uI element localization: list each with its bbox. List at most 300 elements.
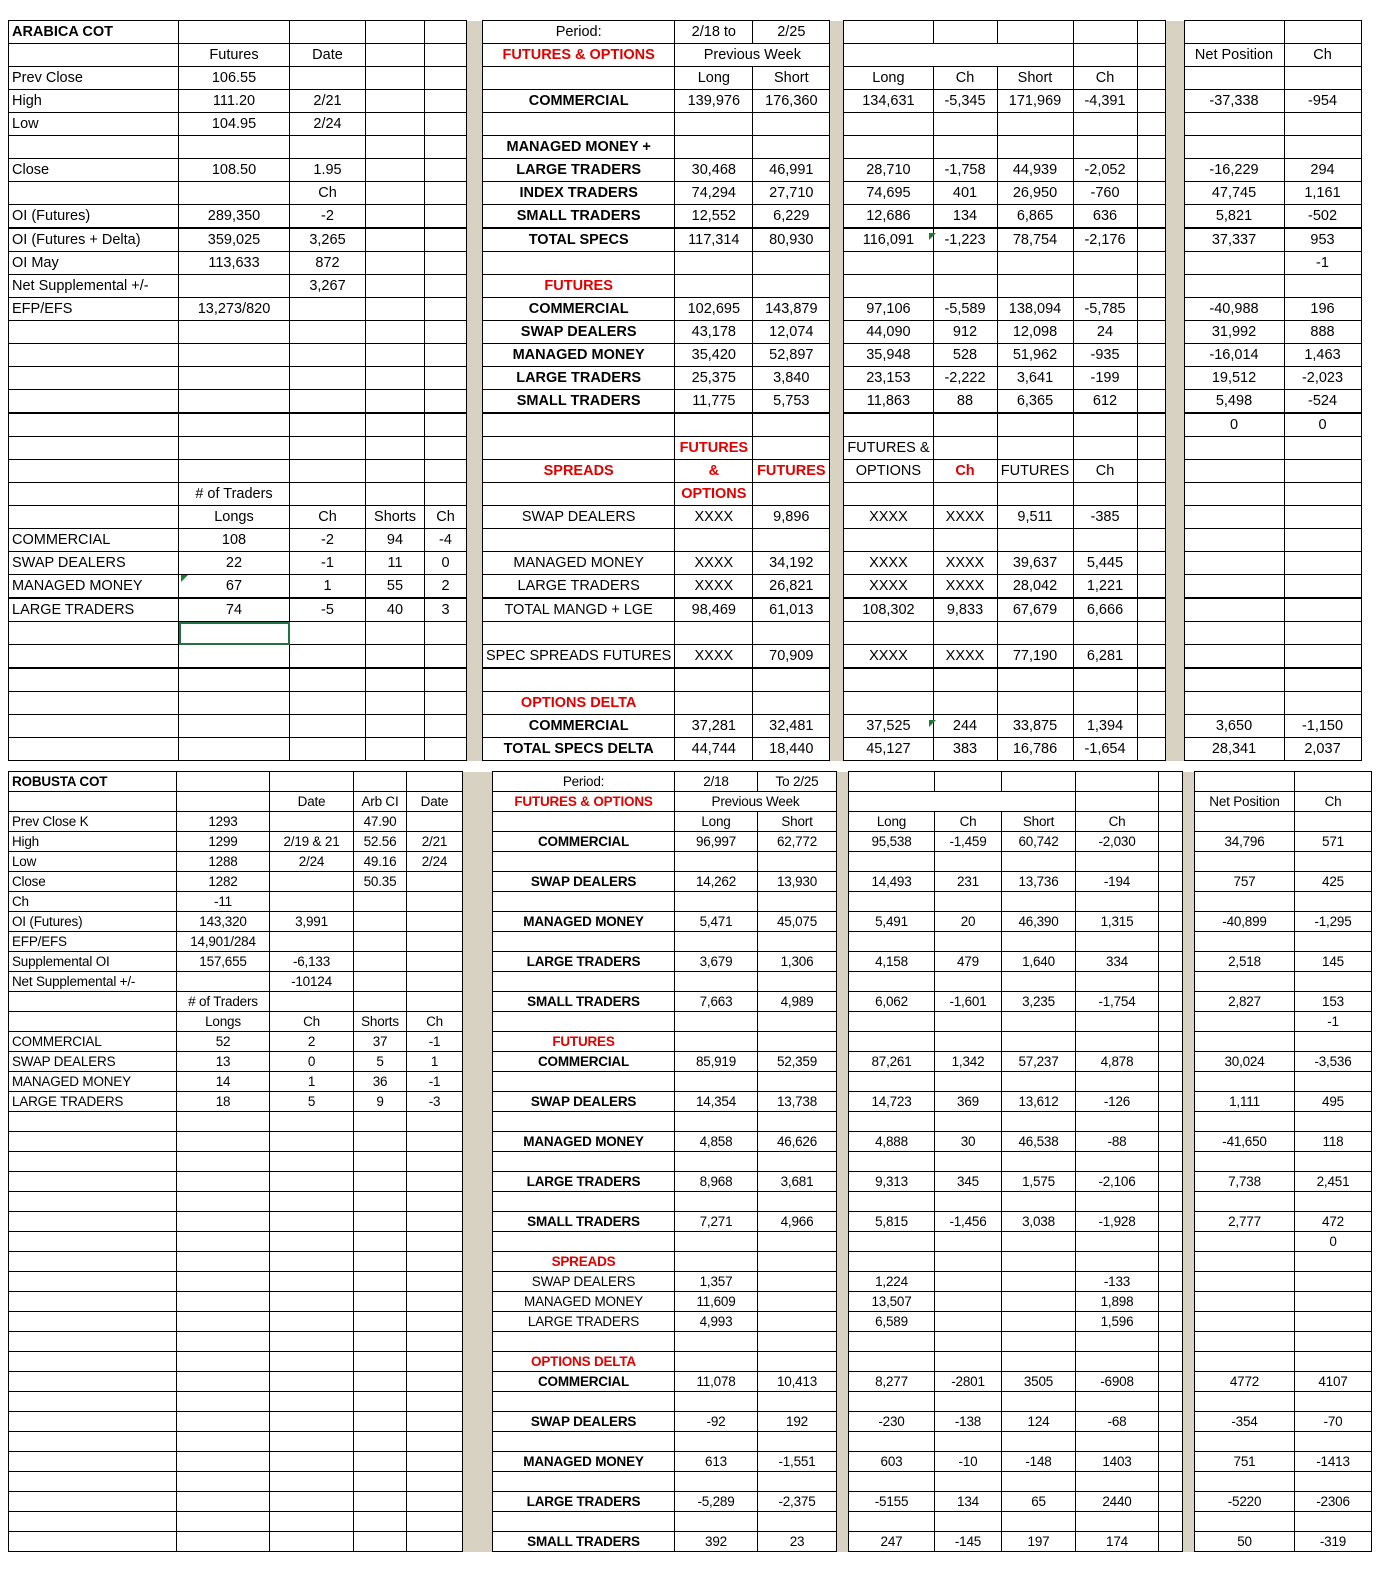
cell[interactable] xyxy=(177,1452,270,1472)
cell[interactable] xyxy=(290,298,366,321)
cell[interactable]: LARGE TRADERS xyxy=(483,575,675,599)
cell[interactable]: COMMERCIAL xyxy=(9,529,179,552)
cell[interactable] xyxy=(425,113,467,136)
cell[interactable]: 603 xyxy=(849,1452,935,1472)
cell[interactable]: 528 xyxy=(933,344,997,367)
cell[interactable]: 98,469 xyxy=(675,598,753,622)
cell[interactable]: 14,262 xyxy=(675,872,758,892)
cell[interactable] xyxy=(1073,529,1137,552)
cell[interactable]: 7,663 xyxy=(675,992,758,1012)
cell[interactable]: 157,655 xyxy=(177,952,270,972)
cell[interactable] xyxy=(290,413,366,437)
cell[interactable]: 2/25 xyxy=(753,21,830,44)
cell[interactable]: -133 xyxy=(1076,1272,1159,1292)
cell[interactable] xyxy=(1002,1392,1076,1412)
cell[interactable]: XXXX xyxy=(844,506,933,529)
cell[interactable]: Ch xyxy=(933,460,997,483)
cell[interactable] xyxy=(935,1152,1002,1172)
cell[interactable] xyxy=(1002,772,1076,792)
cell[interactable] xyxy=(849,1432,935,1452)
cell[interactable] xyxy=(407,892,463,912)
cell[interactable]: -2,222 xyxy=(933,367,997,390)
cell[interactable] xyxy=(270,772,354,792)
cell[interactable]: 571 xyxy=(1295,832,1372,852)
cell[interactable]: SWAP DEALERS xyxy=(493,1412,675,1432)
cell[interactable]: 13,736 xyxy=(1002,872,1076,892)
cell[interactable] xyxy=(9,1532,177,1552)
cell[interactable]: 244 xyxy=(933,715,997,738)
cell[interactable]: XXXX xyxy=(933,552,997,575)
cell[interactable] xyxy=(1002,892,1076,912)
cell[interactable]: 1,221 xyxy=(1073,575,1137,599)
cell[interactable] xyxy=(1073,21,1137,44)
cell[interactable]: -1,456 xyxy=(935,1212,1002,1232)
cell[interactable]: SWAP DEALERS xyxy=(9,552,179,575)
cell[interactable] xyxy=(1002,1292,1076,1312)
cell[interactable]: 37,525 xyxy=(844,715,933,738)
cell[interactable]: -6908 xyxy=(1076,1372,1159,1392)
cell[interactable] xyxy=(1284,483,1361,506)
cell[interactable] xyxy=(1159,1412,1183,1432)
cell[interactable] xyxy=(354,1272,407,1292)
cell[interactable] xyxy=(407,1132,463,1152)
cell[interactable]: MANAGED MONEY xyxy=(493,1452,675,1472)
cell[interactable]: OI (Futures) xyxy=(9,205,179,229)
cell[interactable] xyxy=(753,529,830,552)
cell[interactable] xyxy=(1137,228,1165,252)
cell[interactable]: 52,359 xyxy=(758,1052,837,1072)
cell[interactable] xyxy=(1295,892,1372,912)
cell[interactable] xyxy=(935,772,1002,792)
cell[interactable] xyxy=(753,622,830,645)
cell[interactable]: 1,342 xyxy=(935,1052,1002,1072)
cell[interactable] xyxy=(1284,575,1361,599)
cell[interactable]: 8,277 xyxy=(849,1372,935,1392)
cell[interactable] xyxy=(290,344,366,367)
cell[interactable]: 26,821 xyxy=(753,575,830,599)
cell[interactable]: 28,042 xyxy=(997,575,1073,599)
cell[interactable] xyxy=(9,1472,177,1492)
cell[interactable] xyxy=(493,1152,675,1172)
cell[interactable]: & xyxy=(675,460,753,483)
cell[interactable] xyxy=(177,1352,270,1372)
cell[interactable]: -954 xyxy=(1284,90,1361,113)
cell[interactable] xyxy=(290,692,366,715)
cell[interactable] xyxy=(177,1532,270,1552)
cell[interactable]: 4,888 xyxy=(849,1132,935,1152)
cell[interactable] xyxy=(179,21,290,44)
cell[interactable] xyxy=(1295,1352,1372,1372)
cell[interactable]: 1 xyxy=(407,1052,463,1072)
cell[interactable] xyxy=(9,1452,177,1472)
cell[interactable]: 18 xyxy=(177,1092,270,1112)
cell[interactable] xyxy=(179,668,290,692)
cell[interactable] xyxy=(758,1352,837,1372)
cell[interactable]: 12,098 xyxy=(997,321,1073,344)
cell[interactable] xyxy=(407,1252,463,1272)
cell[interactable]: FUTURES xyxy=(675,437,753,460)
cell[interactable] xyxy=(1284,460,1361,483)
cell[interactable]: 13 xyxy=(177,1052,270,1072)
cell[interactable] xyxy=(997,275,1073,298)
cell[interactable] xyxy=(935,892,1002,912)
cell[interactable]: Ch xyxy=(425,506,467,529)
cell[interactable] xyxy=(9,1352,177,1372)
cell[interactable]: -41,650 xyxy=(1195,1132,1295,1152)
cell[interactable] xyxy=(933,275,997,298)
cell[interactable] xyxy=(844,622,933,645)
cell[interactable] xyxy=(366,321,425,344)
cell[interactable]: Ch xyxy=(290,506,366,529)
cell[interactable] xyxy=(1184,552,1284,575)
cell[interactable]: 13,930 xyxy=(758,872,837,892)
cell[interactable]: 0 xyxy=(270,1052,354,1072)
cell[interactable] xyxy=(179,413,290,437)
cell[interactable] xyxy=(425,67,467,90)
cell[interactable] xyxy=(1073,113,1137,136)
cell[interactable] xyxy=(270,1412,354,1432)
cell[interactable]: 28,710 xyxy=(844,159,933,182)
cell[interactable]: 37 xyxy=(354,1032,407,1052)
cell[interactable] xyxy=(849,852,935,872)
cell[interactable] xyxy=(1195,1332,1295,1352)
cell[interactable] xyxy=(493,1332,675,1352)
cell[interactable] xyxy=(290,460,366,483)
cell[interactable] xyxy=(270,1432,354,1452)
cell[interactable] xyxy=(1137,252,1165,275)
cell[interactable] xyxy=(675,1332,758,1352)
cell[interactable]: To 2/25 xyxy=(758,772,837,792)
cell[interactable] xyxy=(1137,575,1165,599)
cell[interactable]: Ch xyxy=(290,182,366,205)
cell[interactable] xyxy=(407,1492,463,1512)
cell[interactable]: 4,878 xyxy=(1076,1052,1159,1072)
cell[interactable] xyxy=(179,390,290,414)
cell[interactable] xyxy=(675,1472,758,1492)
cell[interactable] xyxy=(9,1312,177,1332)
cell[interactable]: 1293 xyxy=(177,812,270,832)
cell[interactable] xyxy=(290,390,366,414)
cell[interactable] xyxy=(849,892,935,912)
cell[interactable]: 171,969 xyxy=(997,90,1073,113)
cell[interactable]: 6,666 xyxy=(1073,598,1137,622)
cell[interactable]: -230 xyxy=(849,1412,935,1432)
cell[interactable] xyxy=(1076,1392,1159,1412)
cell[interactable]: -1413 xyxy=(1295,1452,1372,1472)
cell[interactable]: 289,350 xyxy=(179,205,290,229)
cell[interactable] xyxy=(9,1332,177,1352)
cell[interactable] xyxy=(758,1312,837,1332)
cell[interactable]: Net Supplemental +/- xyxy=(9,275,179,298)
cell[interactable] xyxy=(9,1372,177,1392)
cell[interactable]: Short xyxy=(753,67,830,90)
cell[interactable]: 197 xyxy=(1002,1532,1076,1552)
cell[interactable]: COMMERCIAL xyxy=(483,90,675,113)
cell[interactable] xyxy=(753,692,830,715)
cell[interactable] xyxy=(9,1012,177,1032)
cell[interactable]: SPREADS xyxy=(493,1252,675,1272)
cell[interactable] xyxy=(9,321,179,344)
cell[interactable]: Low xyxy=(9,113,179,136)
cell[interactable]: Net Position xyxy=(1195,792,1295,812)
cell[interactable] xyxy=(9,182,179,205)
cell[interactable] xyxy=(849,1332,935,1352)
cell[interactable] xyxy=(849,1392,935,1412)
cell[interactable]: -1 xyxy=(1284,252,1361,275)
cell[interactable] xyxy=(179,645,290,669)
cell[interactable] xyxy=(1184,692,1284,715)
cell[interactable] xyxy=(844,44,1073,67)
cell[interactable] xyxy=(425,460,467,483)
cell[interactable] xyxy=(935,1252,1002,1272)
cell[interactable] xyxy=(1159,1352,1183,1372)
cell[interactable]: OI (Futures) xyxy=(9,912,177,932)
cell[interactable]: LARGE TRADERS xyxy=(493,1312,675,1332)
cell[interactable]: Ch xyxy=(1295,792,1372,812)
cell[interactable]: XXXX xyxy=(675,645,753,669)
cell[interactable] xyxy=(758,972,837,992)
cell[interactable]: 143,320 xyxy=(177,912,270,932)
cell[interactable] xyxy=(9,1112,177,1132)
cell[interactable] xyxy=(366,159,425,182)
cell[interactable]: 1,463 xyxy=(1284,344,1361,367)
cell[interactable] xyxy=(1073,692,1137,715)
cell[interactable] xyxy=(1076,1512,1159,1532)
cell[interactable]: 6,365 xyxy=(997,390,1073,414)
cell[interactable] xyxy=(849,1192,935,1212)
cell[interactable] xyxy=(1137,390,1165,414)
cell[interactable] xyxy=(483,413,675,437)
cell[interactable] xyxy=(425,715,467,738)
cell[interactable]: 3,681 xyxy=(758,1172,837,1192)
cell[interactable] xyxy=(9,992,177,1012)
cell[interactable]: COMMERCIAL xyxy=(493,832,675,852)
cell[interactable]: -126 xyxy=(1076,1092,1159,1112)
cell[interactable]: 12,552 xyxy=(675,205,753,229)
cell[interactable] xyxy=(354,1512,407,1532)
cell[interactable]: 47,745 xyxy=(1184,182,1284,205)
cell[interactable]: 2/24 xyxy=(407,852,463,872)
cell[interactable]: 9,511 xyxy=(997,506,1073,529)
cell[interactable]: 4,158 xyxy=(849,952,935,972)
cell[interactable]: -1,654 xyxy=(1073,738,1137,761)
cell[interactable] xyxy=(1184,598,1284,622)
cell[interactable] xyxy=(758,1072,837,1092)
cell[interactable]: 888 xyxy=(1284,321,1361,344)
cell[interactable]: 2/21 xyxy=(290,90,366,113)
cell[interactable]: Date xyxy=(270,792,354,812)
cell[interactable]: 139,976 xyxy=(675,90,753,113)
cell[interactable] xyxy=(425,413,467,437)
cell[interactable]: Date xyxy=(290,44,366,67)
cell[interactable] xyxy=(407,1152,463,1172)
cell[interactable] xyxy=(1137,460,1165,483)
cell[interactable]: Date xyxy=(407,792,463,812)
cell[interactable] xyxy=(354,1332,407,1352)
cell[interactable] xyxy=(179,692,290,715)
cell[interactable]: Ch xyxy=(270,1012,354,1032)
cell[interactable] xyxy=(177,1512,270,1532)
cell[interactable] xyxy=(758,1292,837,1312)
cell[interactable] xyxy=(425,228,467,252)
cell[interactable]: 108.50 xyxy=(179,159,290,182)
cell[interactable]: XXXX xyxy=(844,645,933,669)
cell[interactable]: MANAGED MONEY xyxy=(9,1072,177,1092)
cell[interactable] xyxy=(1137,692,1165,715)
cell[interactable] xyxy=(366,113,425,136)
cell[interactable] xyxy=(407,872,463,892)
cell[interactable]: SWAP DEALERS xyxy=(483,321,675,344)
cell[interactable]: 70,909 xyxy=(753,645,830,669)
cell[interactable]: Ch xyxy=(1073,460,1137,483)
cell[interactable] xyxy=(354,1172,407,1192)
cell[interactable]: 10,413 xyxy=(758,1372,837,1392)
cell[interactable] xyxy=(9,622,179,645)
cell[interactable]: 4107 xyxy=(1295,1372,1372,1392)
cell[interactable]: 1 xyxy=(270,1072,354,1092)
cell[interactable]: 4,989 xyxy=(758,992,837,1012)
cell[interactable]: -2306 xyxy=(1295,1492,1372,1512)
cell[interactable] xyxy=(844,529,933,552)
cell[interactable] xyxy=(366,182,425,205)
cell[interactable]: 3,235 xyxy=(1002,992,1076,1012)
cell[interactable] xyxy=(753,136,830,159)
cell[interactable] xyxy=(675,622,753,645)
cell[interactable] xyxy=(1159,1332,1183,1352)
cell[interactable] xyxy=(1159,1392,1183,1412)
cell[interactable] xyxy=(179,344,290,367)
cell[interactable] xyxy=(407,1332,463,1352)
cell[interactable] xyxy=(753,668,830,692)
cell[interactable] xyxy=(1195,1112,1295,1132)
cell[interactable]: 5,498 xyxy=(1184,390,1284,414)
cell[interactable] xyxy=(9,506,179,529)
cell[interactable]: 4772 xyxy=(1195,1372,1295,1392)
cell[interactable]: -2 xyxy=(290,205,366,229)
cell[interactable]: 5,471 xyxy=(675,912,758,932)
cell[interactable]: High xyxy=(9,90,179,113)
cell[interactable]: 35,420 xyxy=(675,344,753,367)
cell[interactable] xyxy=(366,715,425,738)
cell[interactable] xyxy=(290,738,366,761)
cell[interactable] xyxy=(290,437,366,460)
cell[interactable]: 44,744 xyxy=(675,738,753,761)
cell[interactable] xyxy=(177,1232,270,1252)
cell[interactable] xyxy=(1159,1072,1183,1092)
cell[interactable] xyxy=(270,1252,354,1272)
cell[interactable] xyxy=(997,252,1073,275)
cell[interactable] xyxy=(1159,952,1183,972)
cell[interactable] xyxy=(1159,1372,1183,1392)
cell[interactable] xyxy=(483,668,675,692)
cell[interactable] xyxy=(354,912,407,932)
cell[interactable] xyxy=(290,136,366,159)
cell[interactable] xyxy=(483,113,675,136)
cell[interactable] xyxy=(1159,992,1183,1012)
cell[interactable]: -16,229 xyxy=(1184,159,1284,182)
cell[interactable]: -16,014 xyxy=(1184,344,1284,367)
cell[interactable] xyxy=(366,67,425,90)
cell[interactable] xyxy=(1002,1252,1076,1272)
cell[interactable] xyxy=(177,1132,270,1152)
cell[interactable] xyxy=(675,113,753,136)
cell[interactable] xyxy=(354,1452,407,1472)
cell[interactable] xyxy=(1295,1432,1372,1452)
cell[interactable] xyxy=(849,792,1076,812)
cell[interactable]: 116,091 xyxy=(844,228,933,252)
cell[interactable] xyxy=(1159,1472,1183,1492)
cell[interactable]: 1,161 xyxy=(1284,182,1361,205)
cell[interactable]: TOTAL MANGD + LGE xyxy=(483,598,675,622)
cell[interactable]: 78,754 xyxy=(997,228,1073,252)
cell[interactable] xyxy=(407,992,463,1012)
cell[interactable]: 9,896 xyxy=(753,506,830,529)
cell[interactable] xyxy=(1073,44,1137,67)
cell[interactable]: 872 xyxy=(290,252,366,275)
cell[interactable] xyxy=(935,1312,1002,1332)
cell[interactable]: 34,192 xyxy=(753,552,830,575)
cell[interactable] xyxy=(933,437,997,460)
cell[interactable]: 37,281 xyxy=(675,715,753,738)
cell[interactable] xyxy=(1137,21,1165,44)
cell[interactable]: 2/18 to xyxy=(675,21,753,44)
cell[interactable]: 30,468 xyxy=(675,159,753,182)
cell[interactable] xyxy=(407,932,463,952)
cell[interactable]: 1,315 xyxy=(1076,912,1159,932)
cell[interactable] xyxy=(270,872,354,892)
cell[interactable]: MANAGED MONEY xyxy=(9,575,179,599)
cell[interactable]: Arb CI xyxy=(354,792,407,812)
cell[interactable]: 4,966 xyxy=(758,1212,837,1232)
cell[interactable] xyxy=(1076,1472,1159,1492)
cell[interactable] xyxy=(1073,252,1137,275)
cell[interactable] xyxy=(675,668,753,692)
cell[interactable] xyxy=(354,1352,407,1372)
cell[interactable] xyxy=(675,1152,758,1172)
cell[interactable] xyxy=(407,772,463,792)
cell[interactable] xyxy=(1076,1252,1159,1272)
cell[interactable]: 14,354 xyxy=(675,1092,758,1112)
cell[interactable]: SMALL TRADERS xyxy=(483,390,675,414)
cell[interactable] xyxy=(1184,668,1284,692)
cell[interactable] xyxy=(425,298,467,321)
cell[interactable] xyxy=(407,1172,463,1192)
cell[interactable] xyxy=(1137,715,1165,738)
cell[interactable] xyxy=(270,1232,354,1252)
cell[interactable] xyxy=(270,1152,354,1172)
cell[interactable] xyxy=(675,529,753,552)
cell[interactable] xyxy=(1137,738,1165,761)
cell[interactable] xyxy=(1002,932,1076,952)
cell[interactable] xyxy=(1137,483,1165,506)
cell[interactable]: 0 xyxy=(1295,1232,1372,1252)
cell[interactable] xyxy=(270,1272,354,1292)
cell[interactable] xyxy=(425,90,467,113)
cell[interactable] xyxy=(1159,1092,1183,1112)
cell[interactable] xyxy=(1076,852,1159,872)
cell[interactable] xyxy=(290,483,366,506)
cell[interactable]: 174 xyxy=(1076,1532,1159,1552)
cell[interactable] xyxy=(1137,344,1165,367)
cell[interactable]: -40,899 xyxy=(1195,912,1295,932)
cell[interactable]: 751 xyxy=(1195,1452,1295,1472)
cell[interactable] xyxy=(9,738,179,761)
cell[interactable] xyxy=(1284,645,1361,669)
cell[interactable] xyxy=(933,692,997,715)
cell[interactable]: -3 xyxy=(407,1092,463,1112)
cell[interactable] xyxy=(1195,1272,1295,1292)
cell[interactable] xyxy=(9,1292,177,1312)
